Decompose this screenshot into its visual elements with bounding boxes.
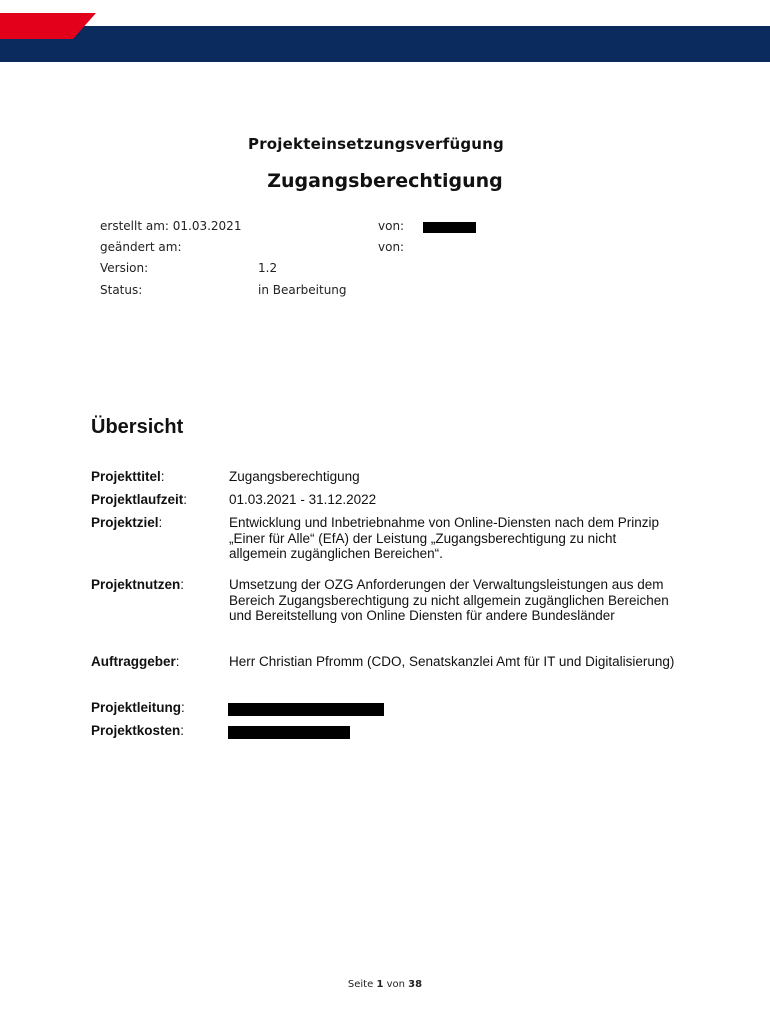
redacted-author (423, 222, 476, 233)
overview-label-projektleitung: Projektleitung: (91, 700, 185, 715)
label-colon: : (183, 492, 188, 507)
header-band (0, 26, 770, 62)
overview-value-auftraggeber: Herr Christian Pfromm (CDO, Senatskanzlei Amt für IT und Digitalisierung) (229, 654, 675, 669)
changed-by-label: von: (378, 240, 405, 254)
status-value: in Bearbeitung (258, 283, 347, 297)
version-value: 1.2 (258, 261, 278, 275)
overview-label-projektziel: Projektziel: (91, 515, 163, 530)
label-colon: : (181, 700, 185, 715)
label-colon: : (175, 654, 180, 669)
created-label: erstellt am: 01.03.2021 (100, 219, 242, 233)
overview-label-projektnutzen: Projektnutzen: (91, 577, 185, 592)
label-colon: : (180, 577, 185, 592)
header-top-margin (0, 0, 770, 13)
label-colon: : (180, 723, 185, 738)
page-total: 38 (408, 979, 423, 990)
overview-label-auftraggeber: Auftraggeber: (91, 654, 180, 669)
page-number (0, 979, 770, 990)
overview-heading: Übersicht (91, 416, 184, 438)
label-colon: : (158, 515, 163, 530)
overview-value-projektnutzen: Umsetzung der OZG Anforderungen der Verwaltungsleistungen aus dem Bereich Zugangsberechtigung zu nicht allgemein zugänglichen Bereichen und Bereitstellung von Online Diensten für andere Bundesländer (229, 577, 669, 623)
page-sep: von (386, 979, 405, 990)
status-label: Status: (100, 283, 143, 297)
redacted-projektkosten (228, 726, 350, 739)
changed-label: geändert am: (100, 240, 182, 254)
version-label: Version: (100, 261, 149, 275)
overview-label-projekttitel: Projekttitel: (91, 469, 165, 484)
overview-label-projektlaufzeit: Projektlaufzeit: (91, 492, 188, 507)
document-title: Zugangsberechtigung (267, 170, 503, 192)
document-type: Projekteinsetzungsverfügung (248, 135, 504, 153)
overview-value-projektziel: Entwicklung und Inbetriebnahme von Online-Diensten nach dem Prinzip „Einer für Alle“ (EfA) der Leistung „Zugangsberechtigung zu nicht allgemein zugänglichen Bereichen“. (229, 515, 659, 561)
overview-label-projektkosten: Projektkosten: (91, 723, 185, 738)
page-prefix: Seite (347, 979, 374, 990)
redacted-projektleitung (228, 703, 384, 716)
overview-value-projektlaufzeit: 01.03.2021 - 31.12.2022 (229, 492, 377, 507)
label-colon: : (160, 469, 165, 484)
overview-value-projekttitel: Zugangsberechtigung (229, 469, 360, 484)
page-current: 1 (376, 979, 384, 990)
created-by-label: von: (378, 219, 405, 233)
